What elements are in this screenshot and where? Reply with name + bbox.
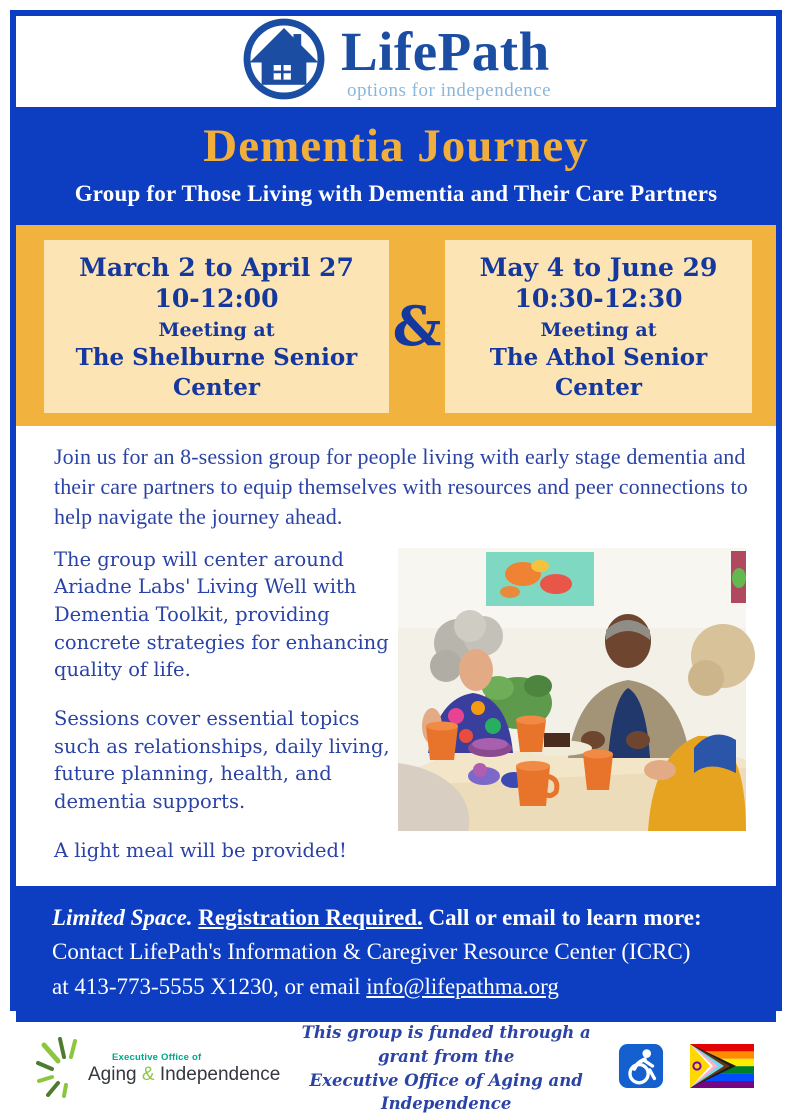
logo-text xyxy=(340,20,552,101)
agency-office-label: Executive Office of xyxy=(112,1052,202,1064)
logo-tagline: options for independence xyxy=(346,79,552,101)
page-title: Dementia Journey xyxy=(203,120,589,172)
starburst-icon xyxy=(34,1033,92,1104)
session-meeting-label: Meeting at xyxy=(540,318,657,341)
funding-line2: Executive Office of Aging and Independence xyxy=(309,1070,583,1114)
page-subtitle: Group for Those Living with Dementia and Their Care Partners xyxy=(74,181,718,206)
contact-headline xyxy=(52,901,740,936)
session-location: The Shelburne Senior Center xyxy=(75,344,358,402)
accessibility-wheelchair-icon xyxy=(618,1043,664,1094)
intro-paragraph: Join us for an 8-session group for people living with early stage dementia and their care partners to equip themselves with resources and peer connections to help navigate the journey ahead. xyxy=(54,443,748,529)
sessions-band xyxy=(16,225,776,426)
lifepath-house-icon xyxy=(241,16,327,107)
funding-note xyxy=(280,1021,618,1116)
session-box-athol xyxy=(445,240,752,413)
agency-text xyxy=(88,1053,280,1084)
footer-icons xyxy=(618,1043,754,1094)
call-or-email-text: Call or email to learn more: xyxy=(428,904,702,930)
flyer-page xyxy=(10,10,782,1114)
progress-pride-flag-icon xyxy=(690,1044,754,1093)
main-content xyxy=(16,426,776,886)
session-dates: May 4 to June 29 xyxy=(479,253,718,282)
contact-line3 xyxy=(52,970,740,1005)
contact-line2: Contact LifePath's Information & Caregiver Resource Center (ICRC) xyxy=(52,939,691,965)
contact-line3-prefix: at 413-773-5555 X1230, or email xyxy=(52,973,367,999)
logo-name: LifePath xyxy=(340,20,550,82)
limited-space-text: Limited Space. xyxy=(52,904,193,930)
session-dates: March 2 to April 27 xyxy=(79,253,354,282)
session-box-shelburne xyxy=(44,240,389,413)
session-meeting-label: Meeting at xyxy=(158,318,275,341)
session-time: 10-12:00 xyxy=(154,284,279,314)
session-location: The Athol Senior Center xyxy=(489,344,708,402)
description-column xyxy=(54,546,398,886)
toolkit-paragraph: The group will center around Ariadne Labs' Living Well with Dementia Toolkit, providing concrete strategies for enhancing quality of life. xyxy=(54,547,389,682)
session-time: 10:30-12:30 xyxy=(514,284,683,314)
logo-section xyxy=(16,16,776,107)
topics-paragraph: Sessions cover essential topics such as relationships, daily living, future planning, health, and dementia supports. xyxy=(54,707,390,814)
email-link[interactable]: info@lifepathma.org xyxy=(366,973,559,999)
contact-band xyxy=(16,886,776,1023)
title-band xyxy=(16,107,776,225)
ampersand-separator: & xyxy=(392,294,442,359)
funding-line1: This group is funded through a grant from the xyxy=(301,1022,591,1066)
registration-required-text: Registration Required. xyxy=(198,904,423,930)
group-photo xyxy=(398,548,746,886)
agency-name-label: Aging & Independence xyxy=(88,1063,281,1085)
meal-paragraph: A light meal will be provided! xyxy=(54,838,347,862)
footer xyxy=(16,1022,776,1115)
aging-independence-logo xyxy=(34,1033,280,1104)
